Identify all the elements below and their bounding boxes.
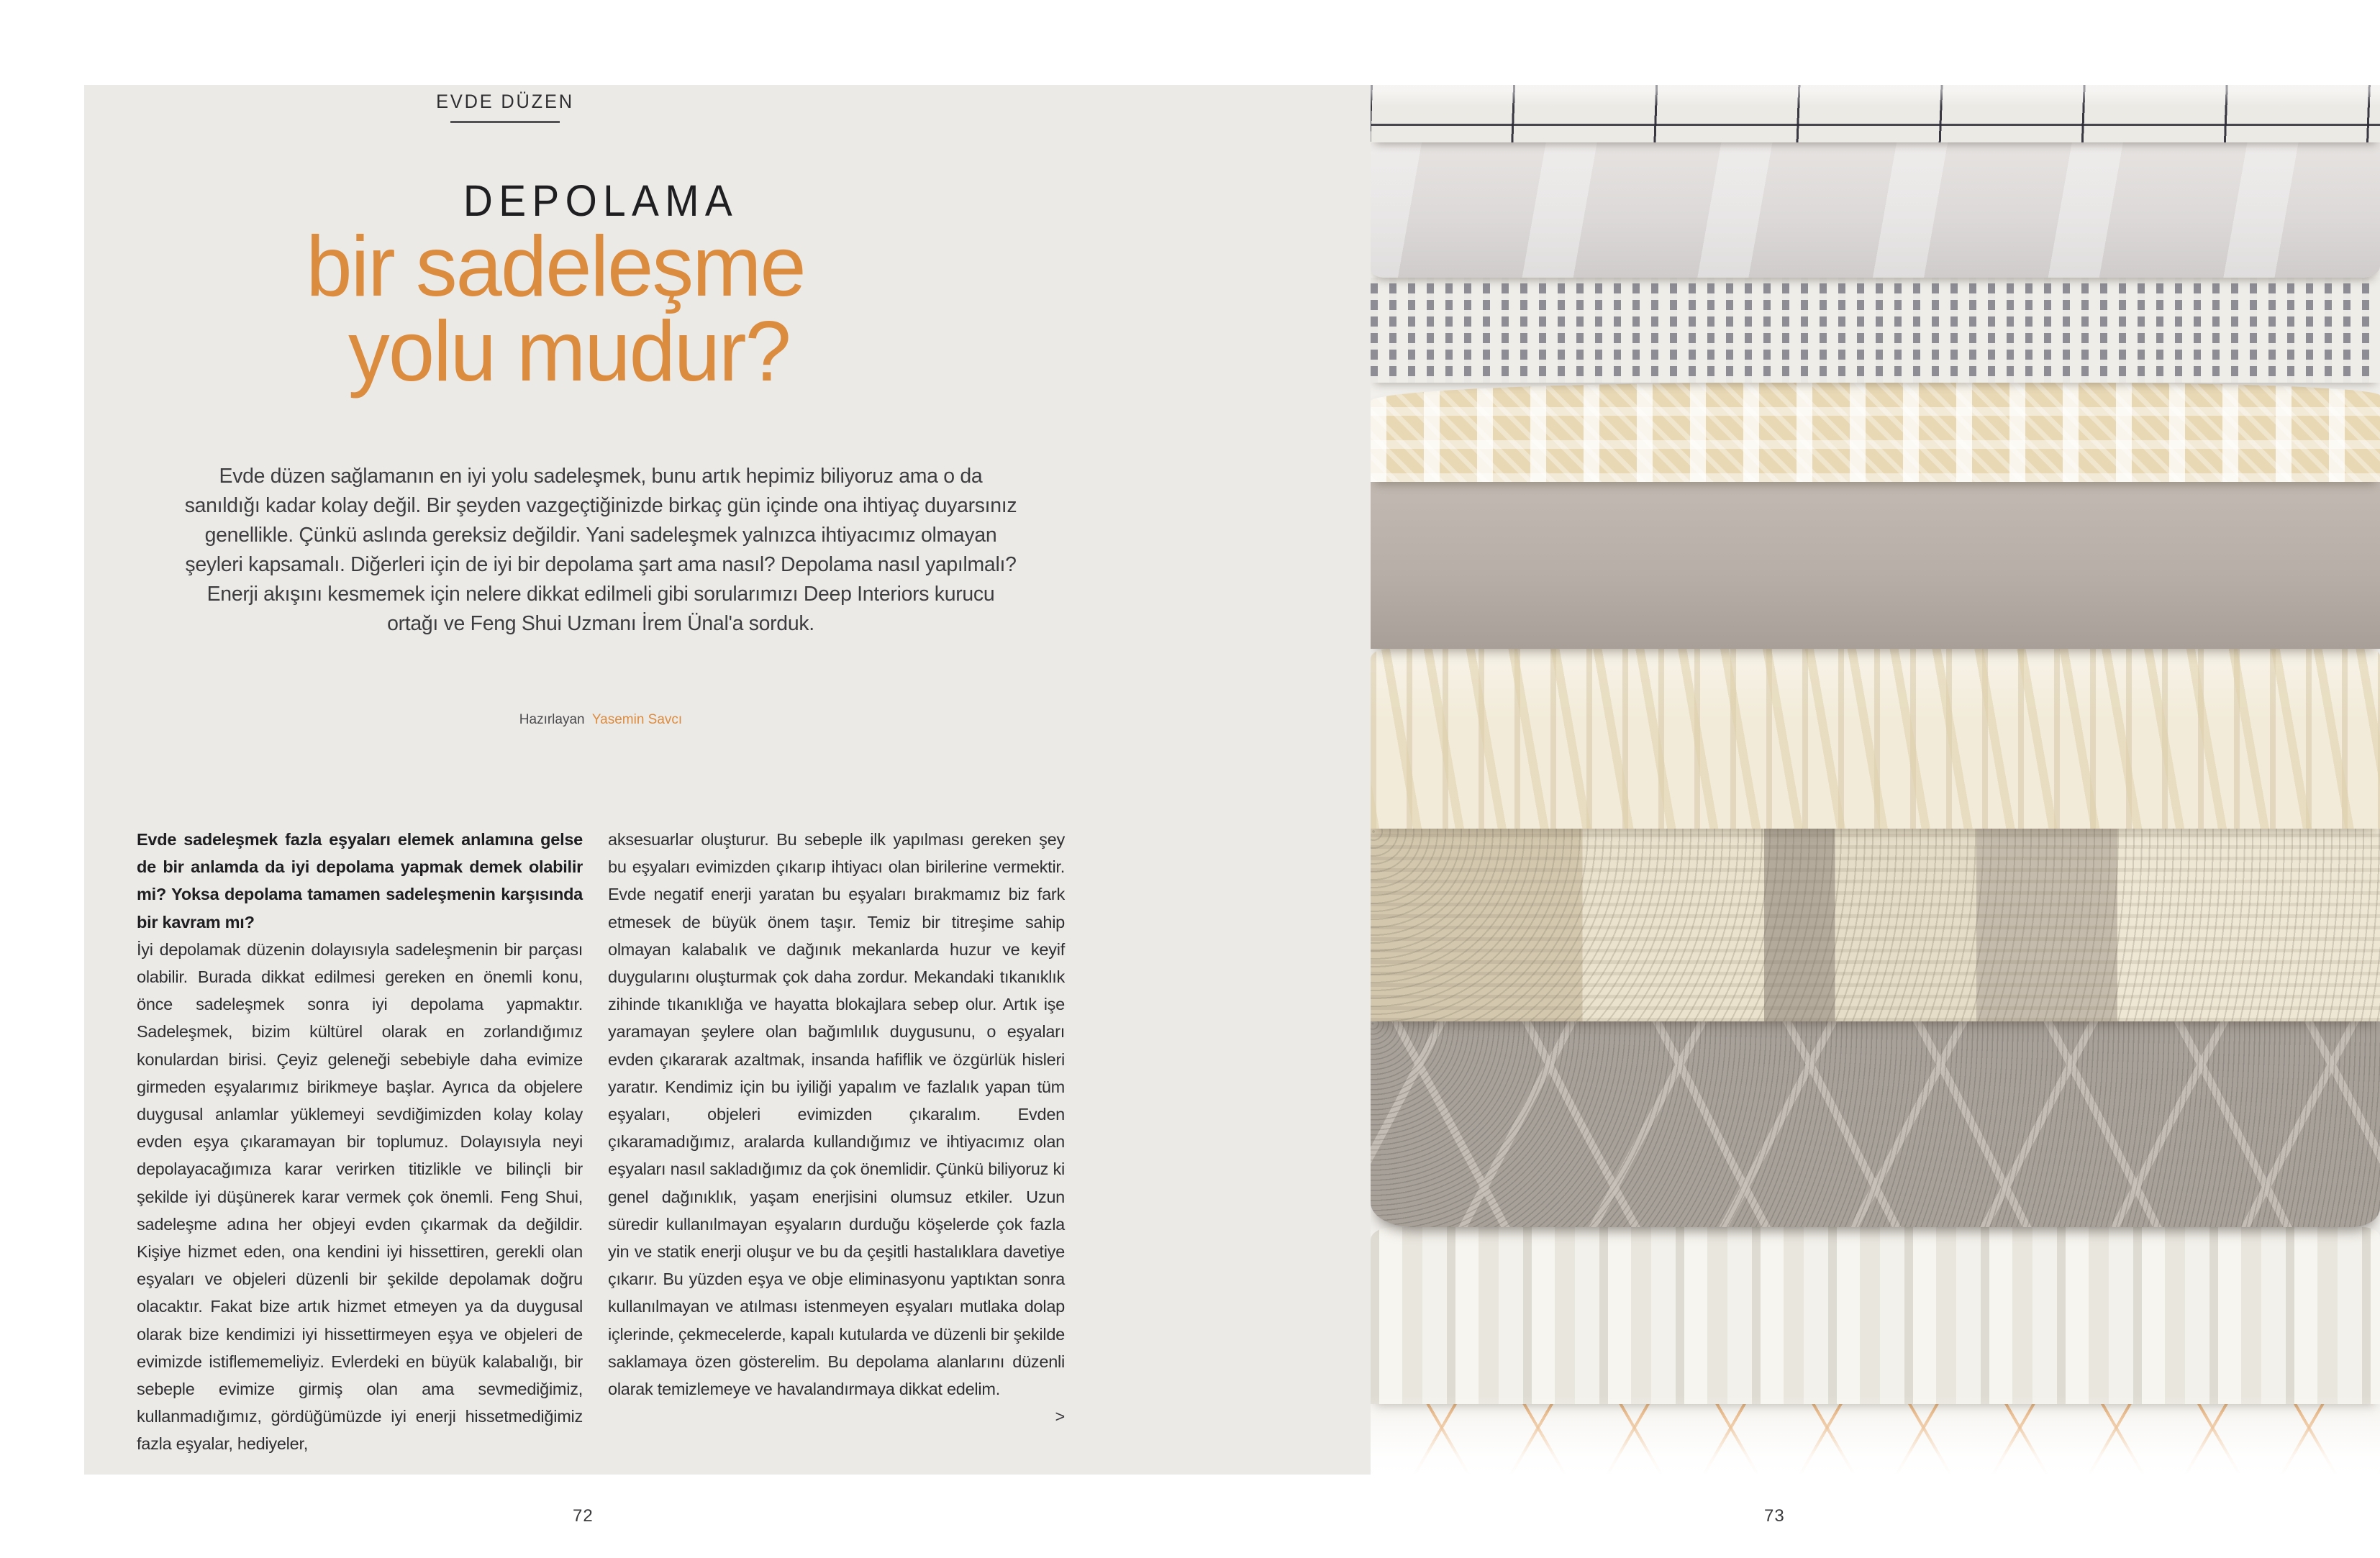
byline-prefix: Hazırlayan: [519, 712, 585, 727]
blanket-stack-photo: [1371, 85, 2380, 1475]
left-page-content: [137, 0, 1065, 1558]
fabric-layer-chunky-crochet: [1371, 829, 2380, 1021]
interview-question: Evde sadeleşmek fazla eşyaları elemek anlamına gelse de bir anlamda da iyi depolama yapmak demek olabilir mi? Yoksa depolama tamamen sadeleşmenin karşısında bir kavram mı?: [137, 830, 583, 931]
body-text-right: aksesuarlar oluşturur. Bu sebeple ilk yapılması gereken şey bu eşyaları evimizden çıkarıp ihtiyacı olan birilerine vermektir. Evde negatif enerji yaratan bu eşyaları bırakmamız biz fark etmesek de büyük önem taşır. Temiz bir titreşime sahip olmayan kalabalık ve dağınık mekanlarda huzur ve keyif duygularını oluşturmak çok daha zordur. Mekandaki tıkanıklık zihinde tıkanıklığa ve hayatta blokajlara sebep olur. Artık işe yaramayan şeylere olan bağımlılık duygusunu, o eşyaları evden çıkararak azaltmak, insanda hafiflik ve özgürlük hisleri yaratır. Kendimiz için bu iyiliği yapalım ve fazlalık yapan tüm eşyaları, objeleri evimizden çıkaralım. Evden çıkaramadığımız, aralarda kullandığımız ve ihtiyacımız olan eşyaları nasıl sakladığımız da çok önemlidir. Çünkü biliyoruz ki genel dağınıklık, yaşam enerjisini olumsuz etkiler. Uzun süredir kullanılmayan eşyaların durduğu köşelerde çok fazla yin ve statik enerji oluşur ve bu da çeşitli hastalıklara davetiye çıkarır. Bu yüzden eşya ve obje eliminasyonu yaptıktan sonra kullanılmayan ve atılması istenmeyen eşyaları mutlaka dolap içlerinde, çekmecelerde, kapalı kutularda ve düzenli bir şekilde saklamaya özen gösterelim. Bu depolama alanlarını düzenli olarak temizlemeye ve havalandırmaya dikkat edelim.: [608, 830, 1065, 1399]
article-intro: Evde düzen sağlamanın en iyi yolu sadeleşmek, bunu artık hepimiz biliyoruz ama o da sanıldığı kadar kolay değil. Bir şeyden vazgeçtiğinizde birkaç gün içinde ona ihtiyaç duyarsınız genellikle. Çünkü aslında gereksiz değildir. Yani sadeleşmek yalnızca ihtiyacımız olmayan şeyleri kapsamalı. Diğerleri için de iyi bir depolama şart ama nasıl? Depolama nasıl yapılmalı? Enerji akışını kesmemek için nelere dikkat edilmeli gibi sorularımızı Deep Interiors kurucu ortağı ve Feng Shui Uzmanı İrem Ünal'a sorduk.: [184, 465, 1017, 635]
body-column-right: [608, 826, 1065, 1458]
photo-bottom-fade: [1371, 1395, 2380, 1475]
page-number-left: 72: [573, 1506, 594, 1526]
article-kicker: DEPOLAMA: [463, 176, 739, 225]
section-label: EVDE DÜZEN: [436, 91, 574, 112]
fabric-layer-soft-throw: [1371, 142, 2380, 278]
article-title-line1: bir sadeleşme: [306, 219, 805, 314]
body-column-left: [137, 826, 583, 1458]
fabric-layer-taupe-blanket: [1371, 482, 2380, 649]
byline-author: Yasemin Savcı: [591, 712, 683, 727]
fabric-layer-beige-plaid: [1371, 383, 2380, 482]
fabric-layer-windowpane: [1371, 85, 2380, 142]
body-text-left: İyi depolamak düzenin dolayısıyla sadeleşmenin bir parçası olabilir. Burada dikkat edilmesi gereken en önemli konu, önce sadeleşmek sonra iyi depolama yapmaktır. Sadeleşmek, bizim kültürel olarak en zorlandığımız konulardan birisi. Çeyiz geleneği sebebiyle daha evimize girmeden eşyalarımız birikmeye başlar. Ayrıca da objelere duygusal anlamlar yüklemeyi sevdiğimizden kolay kolay evden eşya çıkaramayan bir toplumuz. Dolayısıyla neyi depolayacağımıza karar verirken titizlikle ve bilinçli bir şekilde iyi düşünerek karar vermek çok önemli. Feng Shui, sadeleşme adına her objeyi evden çıkarmak da değildir. Kişiye hizmet eden, ona kendini iyi hissettiren, gerekli olan eşyaları ve objeleri düzenli bir şekilde depolamak doğru olacaktır. Fakat bize artık hizmet etmeyen ya da duygusal olarak bize kendimizi iyi hissettirmeyen eşya ve objeleri de evimizde istiflememeliyiz. Evlerdeki en büyük kalabalığı, bir sebeple evimize girmiş olan ama sevmediğimiz, kullanmadığımız, gördüğümüzde iyi enerji hissetmediğimiz fazla eşyalar, hediyeler,: [137, 939, 583, 1454]
fabric-layer-grey-diamond-knit: [1371, 1021, 2380, 1227]
section-header: [41, 91, 969, 123]
continuation-arrow: >: [1055, 1407, 1065, 1426]
fabric-layer-gingham: [1371, 278, 2380, 383]
section-underline: [450, 121, 560, 123]
article-body: [137, 826, 1065, 1458]
fabric-layer-white-ruffle: [1371, 1227, 2380, 1404]
byline: [137, 712, 1065, 728]
article-title: [137, 219, 1065, 399]
page-number-right: 73: [1764, 1506, 1785, 1526]
fabric-layer-cream-cable-knit: [1371, 649, 2380, 829]
article-title-line2: yolu mudur?: [348, 304, 790, 399]
